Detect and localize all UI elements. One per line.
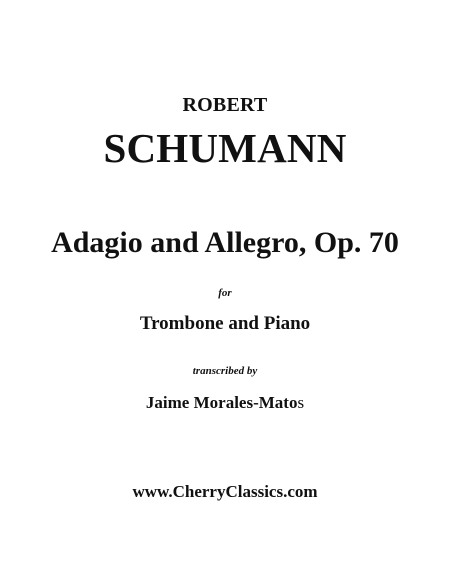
arranger-name-tail: s	[297, 393, 305, 412]
composer-last-name: SCHUMANN	[103, 125, 347, 171]
transcribed-by-label: transcribed by	[192, 365, 258, 377]
arranger-name	[0, 393, 450, 413]
for-label: for	[218, 287, 232, 299]
composer-first-name: ROBERT	[182, 94, 268, 116]
piece-title: Adagio and Allegro, Op. 70	[51, 226, 399, 259]
instrumentation: Trombone and Piano	[139, 313, 311, 334]
arranger-name-main: Jaime Morales-Mato	[145, 393, 298, 412]
publisher-website: www.CherryClassics.com	[132, 482, 318, 501]
